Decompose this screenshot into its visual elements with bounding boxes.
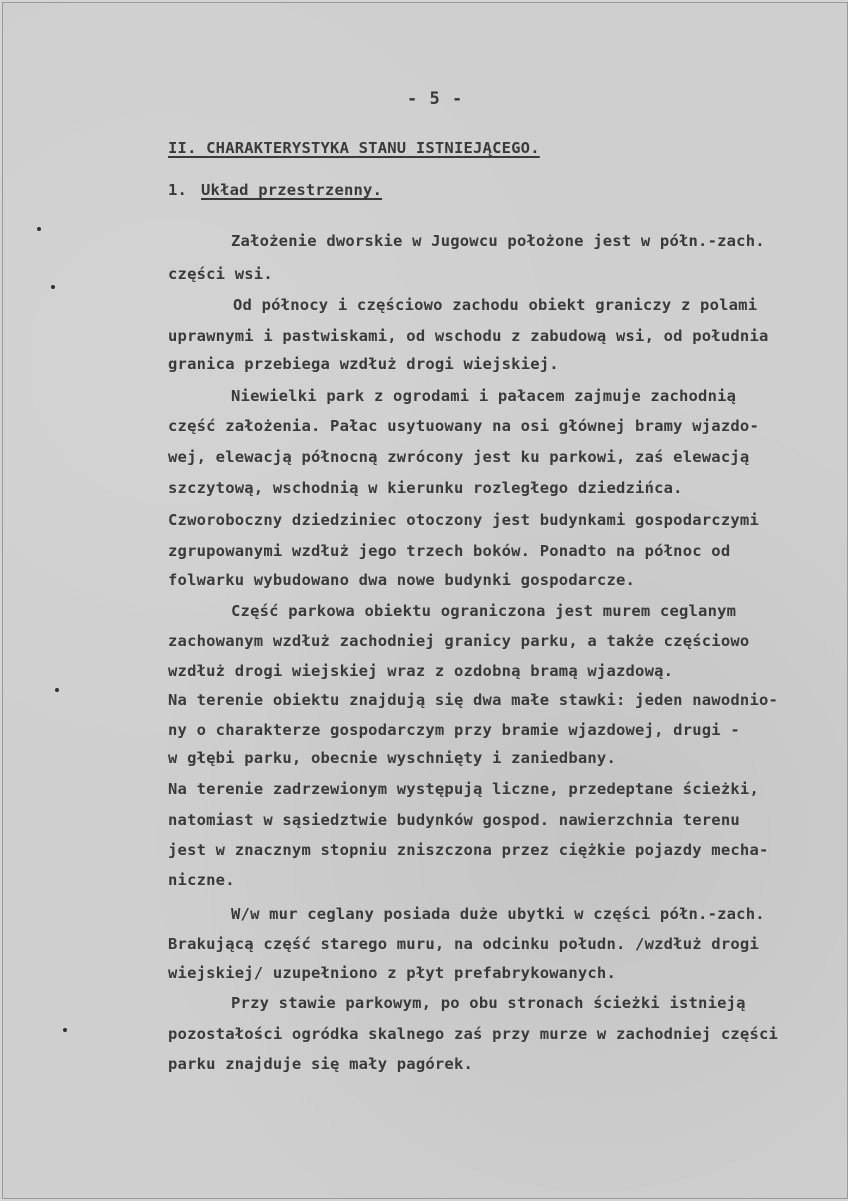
text-line: W/w mur ceglany posiada duże ubytki w części półn.-zach. <box>231 905 765 923</box>
text-line: Założenie dworskie w Jugowcu położone jest w półn.-zach. <box>231 232 765 250</box>
text-line: Część parkowa obiektu ograniczona jest murem ceglanym <box>231 602 737 620</box>
subsection-title: Układ przestrzenny. <box>201 181 383 199</box>
text-line: Niewielki park z ogrodami i pałacem zajmuje zachodnią <box>231 387 737 405</box>
text-line: niczne. <box>168 871 235 889</box>
text-line: Brakującą część starego muru, na odcinku połudn. /wzdłuż drogi <box>168 935 759 953</box>
page-number: - 5 - <box>407 89 464 109</box>
text-line: Na terenie zadrzewionym występują liczne, przedeptane ścieżki, <box>168 780 759 798</box>
text-line: część założenia. Pałac usytuowany na osi głównej bramy wjazdo- <box>168 417 759 435</box>
text-line: zachowanym wzdłuż zachodniej granicy parku, a także częściowo <box>168 632 750 650</box>
punch-hole-mark <box>37 227 41 231</box>
text-line: wiejskiej/ uzupełniono z płyt prefabrykowanych. <box>168 964 616 982</box>
text-line: Na terenie obiektu znajdują się dwa małe stawki: jeden nawodnio- <box>168 691 779 709</box>
text-line: wej, elewacją północną zwrócony jest ku parkowi, zaś elewacją <box>168 448 750 466</box>
text-line: pozostałości ogródka skalnego zaś przy murze w zachodniej części <box>168 1025 779 1043</box>
text-line: uprawnymi i pastwiskami, od wschodu z zabudową wsi, od południa <box>168 327 769 345</box>
text-line: Przy stawie parkowym, po obu stronach ścieżki istnieją <box>231 994 746 1012</box>
text-line: jest w znacznym stopniu zniszczona przez ciężkie pojazdy mecha- <box>168 841 769 859</box>
text-line: folwarku wybudowano dwa nowe budynki gospodarcze. <box>168 571 636 589</box>
punch-hole-mark <box>51 285 55 289</box>
text-line: części wsi. <box>168 265 273 283</box>
punch-hole-mark <box>55 688 59 692</box>
text-line: Od północy i częściowo zachodu obiekt graniczy z polami <box>233 296 758 314</box>
text-line: natomiast w sąsiedztwie budynków gospod. nawierzchnia terenu <box>168 811 740 829</box>
punch-hole-mark <box>63 1028 67 1032</box>
text-line: wzdłuż drogi wiejskiej wraz z ozdobną bramą wjazdową. <box>168 662 674 680</box>
text-line: Czworoboczny dziedziniec otoczony jest budynkami gospodarczymi <box>168 511 759 529</box>
text-line: szczytową, wschodnią w kierunku rozległego dziedzińca. <box>168 479 683 497</box>
text-line: parku znajduje się mały pagórek. <box>168 1055 474 1073</box>
text-line: ny o charakterze gospodarczym przy bramie wjazdowej, drugi - <box>168 721 740 739</box>
subsection-number: 1. <box>168 181 188 199</box>
document-page <box>2 2 848 1199</box>
text-line: granica przebiega wzdłuż drogi wiejskiej. <box>168 355 559 373</box>
text-line: w głębi parku, obecnie wyschnięty i zaniedbany. <box>168 749 616 767</box>
text-line: zgrupowanymi wzdłuż jego trzech boków. Ponadto na północ od <box>168 542 731 560</box>
section-title: II. CHARAKTERYSTYKA STANU ISTNIEJĄCEGO. <box>168 139 540 157</box>
